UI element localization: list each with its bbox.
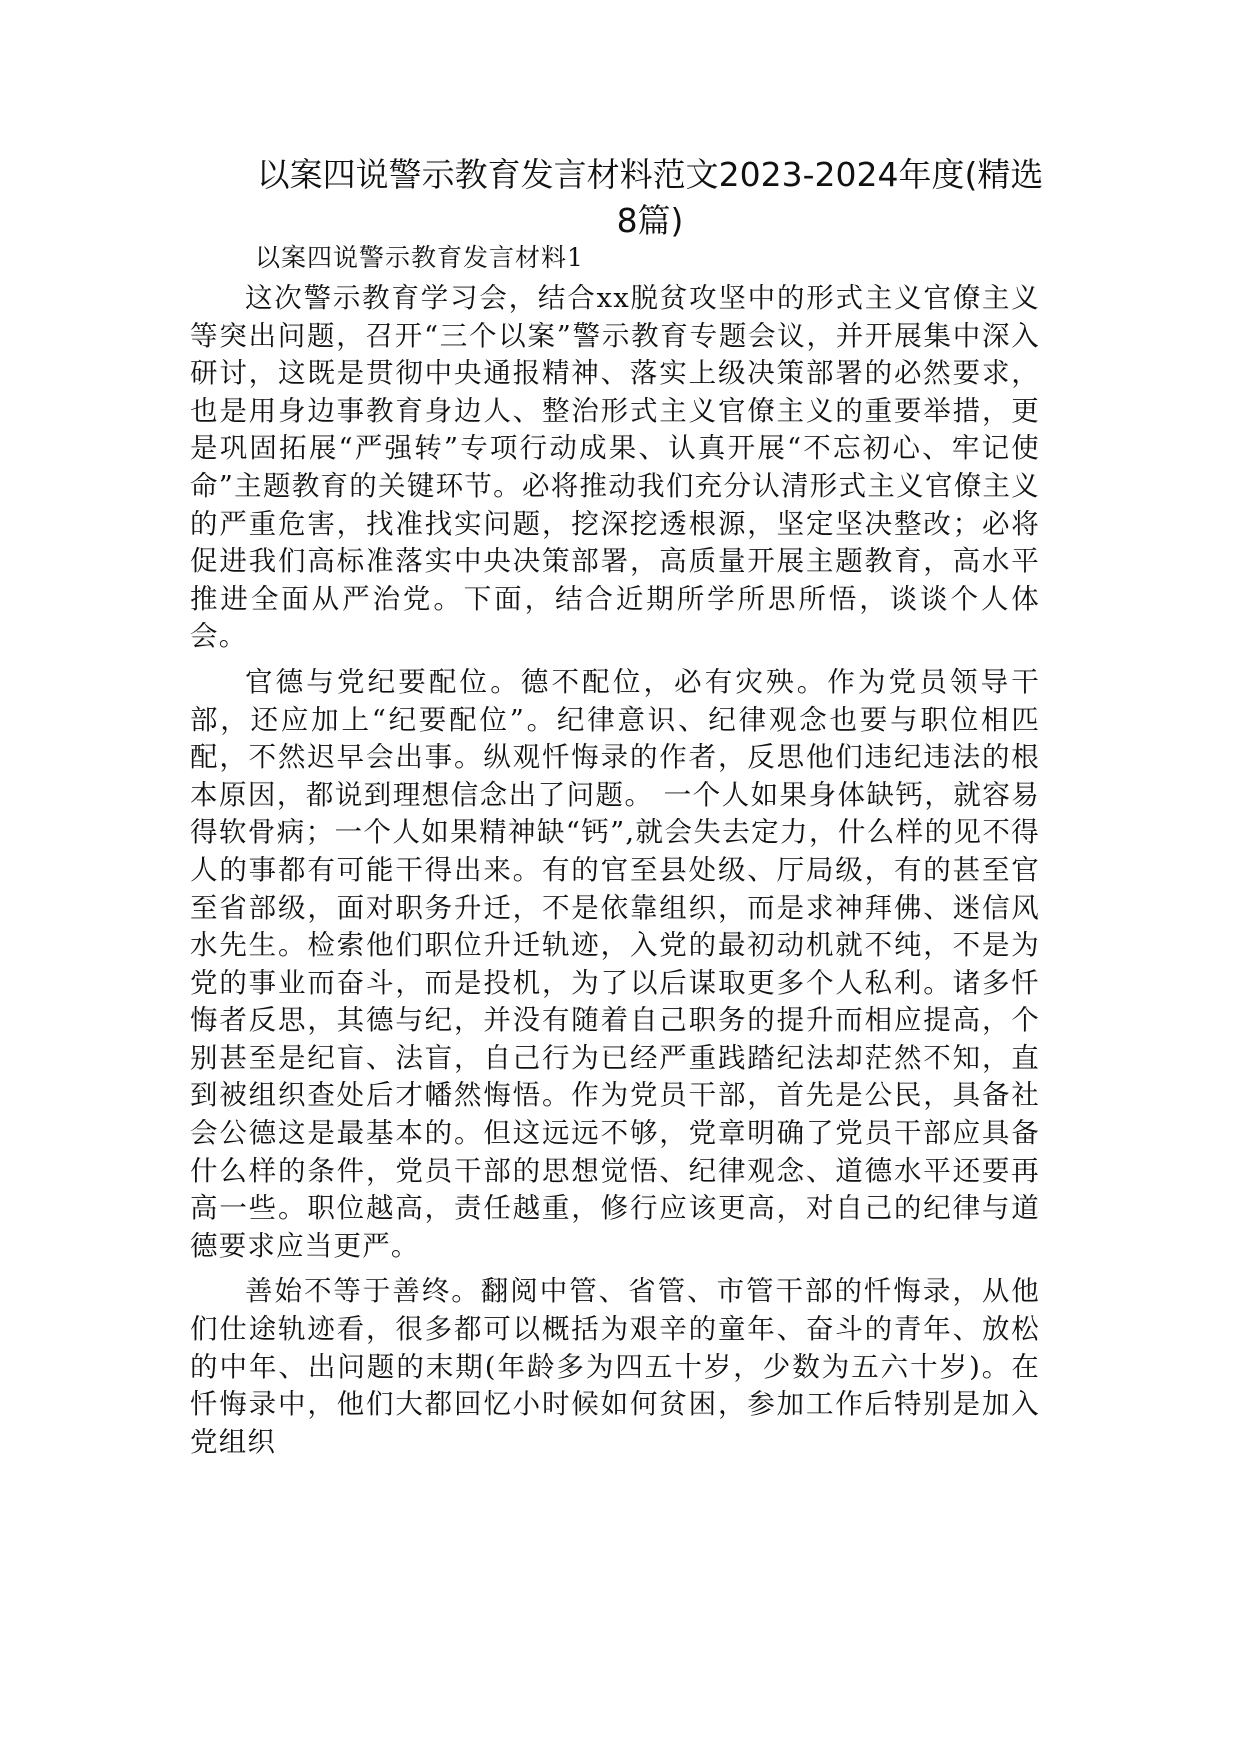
document-body: [190, 280, 1040, 1465]
section-heading: 以案四说警示教育发言材料1: [255, 243, 584, 272]
paragraph-ethics-discipline: 官德与党纪要配位。德不配位，必有灾殃。作为党员领导干部，还应加上“纪要配位”。纪律意识、纪律观念也要与职位相匹配，不然迟早会出事。纵观忏悔录的作者，反思他们违纪违法的根本原因，都说到理想信念出了问题。 一个人如果身体缺钙，就容易得软骨病；一个人如果精神缺“钙”,就会失去定力，什么样的见不得人的事都有可能干得出来。有的官至县处级、厅局级，有的甚至官至省部级，面对职务升迁，不是依靠组织，而是求神拜佛、迷信风水先生。检索他们职位升迁轨迹，入党的最初动机就不纯，不是为党的事业而奋斗，而是投机，为了以后谋取更多个人私利。诸多忏悔者反思，其德与纪，并没有随着自己职务的提升而相应提高，个别甚至是纪盲、法盲，自己行为已经严重践踏纪法却茫然不知，直到被组织查处后才幡然悔悟。作为党员干部，首先是公民，具备社会公德这是最基本的。但这远远不够，党章明确了党员干部应具备什么样的条件，党员干部的思想觉悟、纪律观念、道德水平还要再高一些。职位越高，责任越重，修行应该更高，对自己的纪律与道德要求应当更严。: [190, 665, 1040, 1262]
document-title: 以案四说警示教育发言材料范文2023-2024年度(精选 8篇): [256, 155, 1044, 240]
paragraph-intro: 这次警示教育学习会，结合xx脱贫攻坚中的形式主义官僚主义等突出问题，召开“三个以案”警示教育专题会议，并开展集中深入研讨，这既是贯彻中央通报精神、落实上级决策部署的必然要求，也是用身边事教育身边人、整治形式主义官僚主义的重要举措，更是巩固拓展“严强转”专项行动成果、认真开展“不忘初心、牢记使命”主题教育的关键环节。必将推动我们充分认清形式主义官僚主义的严重危害，找准找实问题，挖深挖透根源，坚定坚决整改；必将促进我们高标准落实中央决策部署，高质量开展主题教育，高水平推进全面从严治党。下面，结合近期所学所思所悟，谈谈个人体会。: [190, 282, 1040, 653]
paragraph-good-start: 善始不等于善终。翻阅中管、省管、市管干部的忏悔录，从他们仕途轨迹看，很多都可以概括为艰辛的童年、奋斗的青年、放松的中年、出问题的末期(年龄多为四五十岁，少数为五六十岁)。在忏悔录中，他们大都回忆小时候如何贫困，参加工作后特别是加入党组织: [190, 1275, 1040, 1458]
